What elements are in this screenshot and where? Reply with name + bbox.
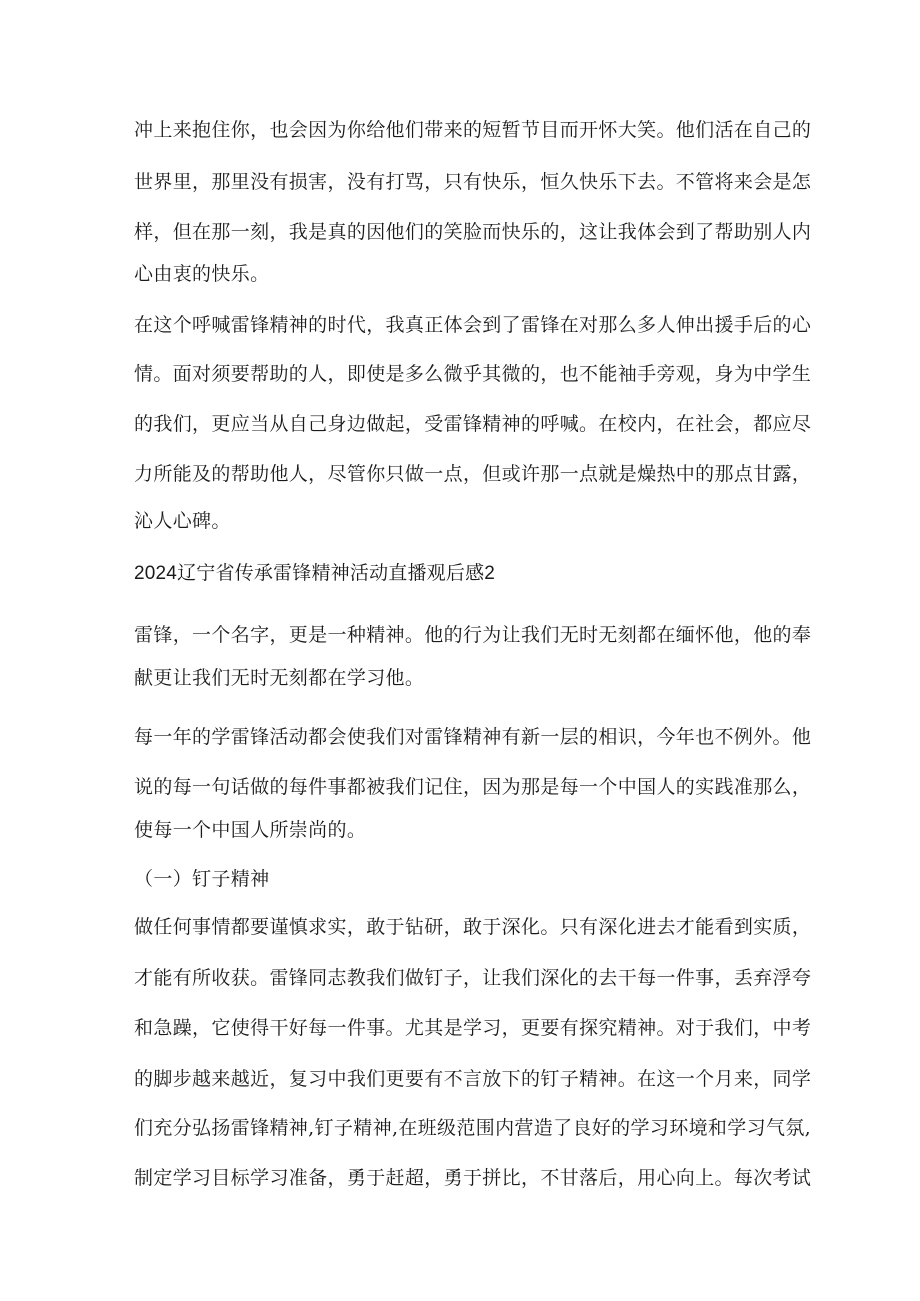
body-text-line: 的我们，更应当从自己身边做起，受雷锋精神的呼喊。在校内，在社会，都应尽 — [134, 413, 812, 435]
body-text-line: 情。面对须要帮助的人，即使是多么微乎其微的，也不能袖手旁观，身为中学生 — [134, 363, 812, 385]
body-text-line: 制定学习目标学习准备，勇于赶超，勇于拼比，不甘落后，用心向上。每次考试 — [134, 1167, 812, 1189]
body-text-line: 在这个呼喊雷锋精神的时代，我真正体会到了雷锋在对那么多人伸出援手后的心 — [134, 314, 812, 336]
section-heading: 2024辽宁省传承雷锋精神活动直播观后感2 — [134, 563, 496, 584]
body-text-line: 做任何事情都要谨慎求实，敢于钻研，敢于深化。只有深化进去才能看到实质， — [134, 916, 812, 938]
body-text-line: 说的每一句话做的每件事都被我们记住，因为那是每一个中国人的实践准那么， — [134, 776, 812, 798]
body-text-line: 力所能及的帮助他人，尽管你只做一点，但或许那一点就是燥热中的那点甘露， — [134, 463, 812, 485]
body-text-line: 们充分弘扬雷锋精神,钉子精神,在班级范围内营造了良好的学习环境和学习气氛, — [134, 1117, 812, 1139]
body-text-line: 献更让我们无时无刻都在学习他。 — [134, 667, 425, 689]
body-text-line: 每一年的学雷锋活动都会使我们对雷锋精神有新一层的相识，今年也不例外。他 — [134, 726, 812, 748]
body-text-line: 雷锋，一个名字，更是一种精神。他的行为让我们无时无刻都在缅怀他，他的奉 — [134, 624, 812, 646]
body-text-line: 使每一个中国人所崇尚的。 — [134, 819, 367, 841]
body-text-line: 样，但在那一刻，我是真的因他们的笑脸而快乐的，这让我体会到了帮助别人内 — [134, 221, 812, 243]
body-text-line: 和急躁，它使得干好每一件事。尤其是学习，更要有探究精神。对于我们，中考 — [134, 1017, 812, 1039]
subsection-heading: （一）钉子精神 — [134, 868, 270, 890]
body-text-line: 沁人心碑。 — [134, 510, 231, 532]
body-text-line: 才能有所收获。雷锋同志教我们做钉子，让我们深化的去干每一件事，丢弃浮夸 — [134, 967, 812, 989]
body-text-line: 世界里，那里没有损害，没有打骂，只有快乐，恒久快乐下去。不管将来会是怎 — [134, 171, 812, 193]
body-text-line: 冲上来抱住你，也会因为你给他们带来的短暂节目而开怀大笑。他们活在自己的 — [134, 119, 812, 141]
body-text-line: 心由衷的快乐。 — [134, 263, 270, 285]
body-text-line: 的脚步越来越近，复习中我们更要有不言放下的钉子精神。在这一个月来，同学 — [134, 1068, 812, 1090]
